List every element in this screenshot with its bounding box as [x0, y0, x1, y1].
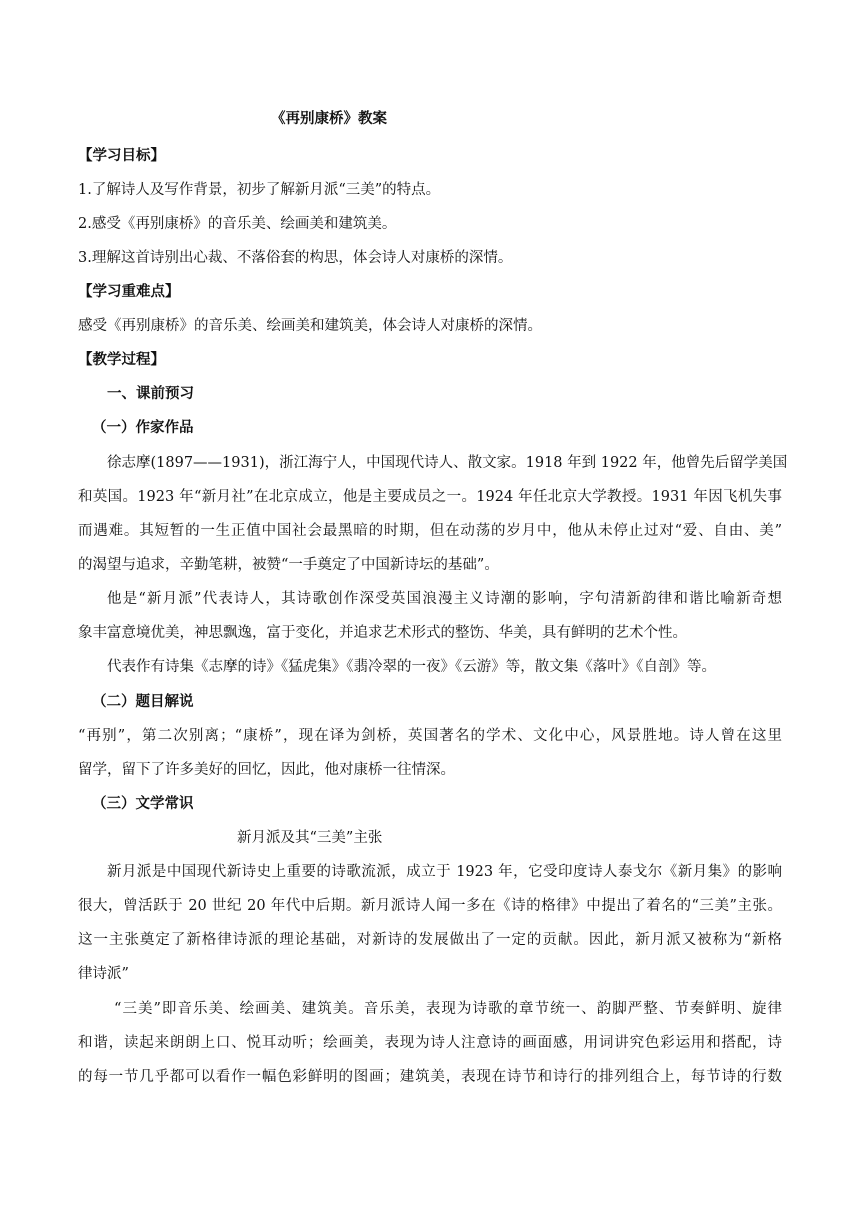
paragraph-line: 和谐，读起来朗朗上口、悦耳动听；绘画美，表现为诗人注意诗的画面感，用词讲究色彩运用和搭配，诗: [78, 1035, 782, 1051]
paragraph-line: 他是“新月派”代表诗人，其诗歌创作深受英国浪漫主义诗潮的影响，字句清新韵律和谐比喻新奇想: [107, 591, 782, 607]
goal-item-3: 3.理解这首诗别出心裁、不落俗套的构思，体会诗人对康桥的深情。: [78, 250, 513, 266]
subheading-literary-knowledge: （三）文学常识: [92, 795, 194, 812]
goal-item-2: 2.感受《再别康桥》的音乐美、绘画美和建筑美。: [78, 216, 397, 232]
paragraph-line: 这一主张奠定了新格律诗派的理论基础，对新诗的发展做出了一定的贡献。因此，新月派又被称为“新格: [78, 932, 782, 948]
section-heading-process: 【教学过程】: [78, 351, 165, 368]
paragraph-line: 留学，留下了许多美好的回忆，因此，他对康桥一往情深。: [78, 762, 455, 778]
paragraph-line: 的渴望与追求，辛勤笔耕，被赞“一手奠定了中国新诗坛的基础”。: [78, 557, 499, 573]
section-heading-key-points: 【学习重难点】: [78, 283, 180, 300]
paragraph-line: 而遇难。其短暂的一生正值中国社会最黑暗的时期，但在动荡的岁月中，他从未停止过对“爱、自由、美”: [78, 523, 782, 539]
paragraph-line: 的每一节几乎都可以看作一幅色彩鲜明的图画；建筑美，表现在诗节和诗行的排列组合上，每节诗的行数: [78, 1069, 782, 1085]
part-heading-preview: 一、课前预习: [107, 385, 194, 402]
paragraph-line: 代表作有诗集《志摩的诗》《猛虎集》《翡冷翠的一夜》《云游》等，散文集《落叶》《自剖》等。: [107, 659, 716, 675]
paragraph-line: “再别”，第二次别离；“康桥”，现在译为剑桥，英国著名的学术、文化中心，风景胜地。诗人曾在这里: [78, 728, 782, 744]
paragraph-line: 很大，曾活跃于 20 世纪 20 年代中后期。新月派诗人闻一多在《诗的格律》中提出了着名的“三美”主张。: [78, 898, 782, 914]
goal-item-1: 1.了解诗人及写作背景，初步了解新月派“三美”的特点。: [78, 182, 441, 198]
paragraph-line: 象丰富意境优美，神思飘逸，富于变化，并追求艺术形式的整饬、华美，具有鲜明的艺术个性。: [78, 625, 687, 641]
paragraph-line: 律诗派”: [78, 966, 129, 982]
subheading-title-explanation: （二）题目解说: [92, 693, 194, 710]
paragraph-line: 徐志摩(1897——1931)，浙江海宁人，中国现代诗人、散文家。1918 年到 1922 年，他曾先后留学美国: [107, 455, 788, 471]
centered-heading: 新月派及其“三美”主张: [237, 830, 383, 846]
paragraph-line: 新月派是中国现代新诗史上重要的诗歌流派，成立于 1923 年，它受印度诗人泰戈尔《新月集》的影响: [107, 864, 782, 880]
paragraph-line: “三美”即音乐美、绘画美、建筑美。音乐美，表现为诗歌的章节统一、韵脚严整、节奏鲜明、旋律: [114, 1001, 782, 1017]
section-heading-goals: 【学习目标】: [78, 147, 165, 164]
paragraph-line: 和英国。1923 年“新月社”在北京成立，他是主要成员之一。1924 年任北京大学教授。1931 年因飞机失事: [78, 489, 782, 505]
subheading-author-works: （一）作家作品: [92, 419, 194, 436]
key-points-text: 感受《再别康桥》的音乐美、绘画美和建筑美，体会诗人对康桥的深情。: [78, 318, 542, 334]
document-title: 《再别康桥》教案: [271, 110, 387, 127]
